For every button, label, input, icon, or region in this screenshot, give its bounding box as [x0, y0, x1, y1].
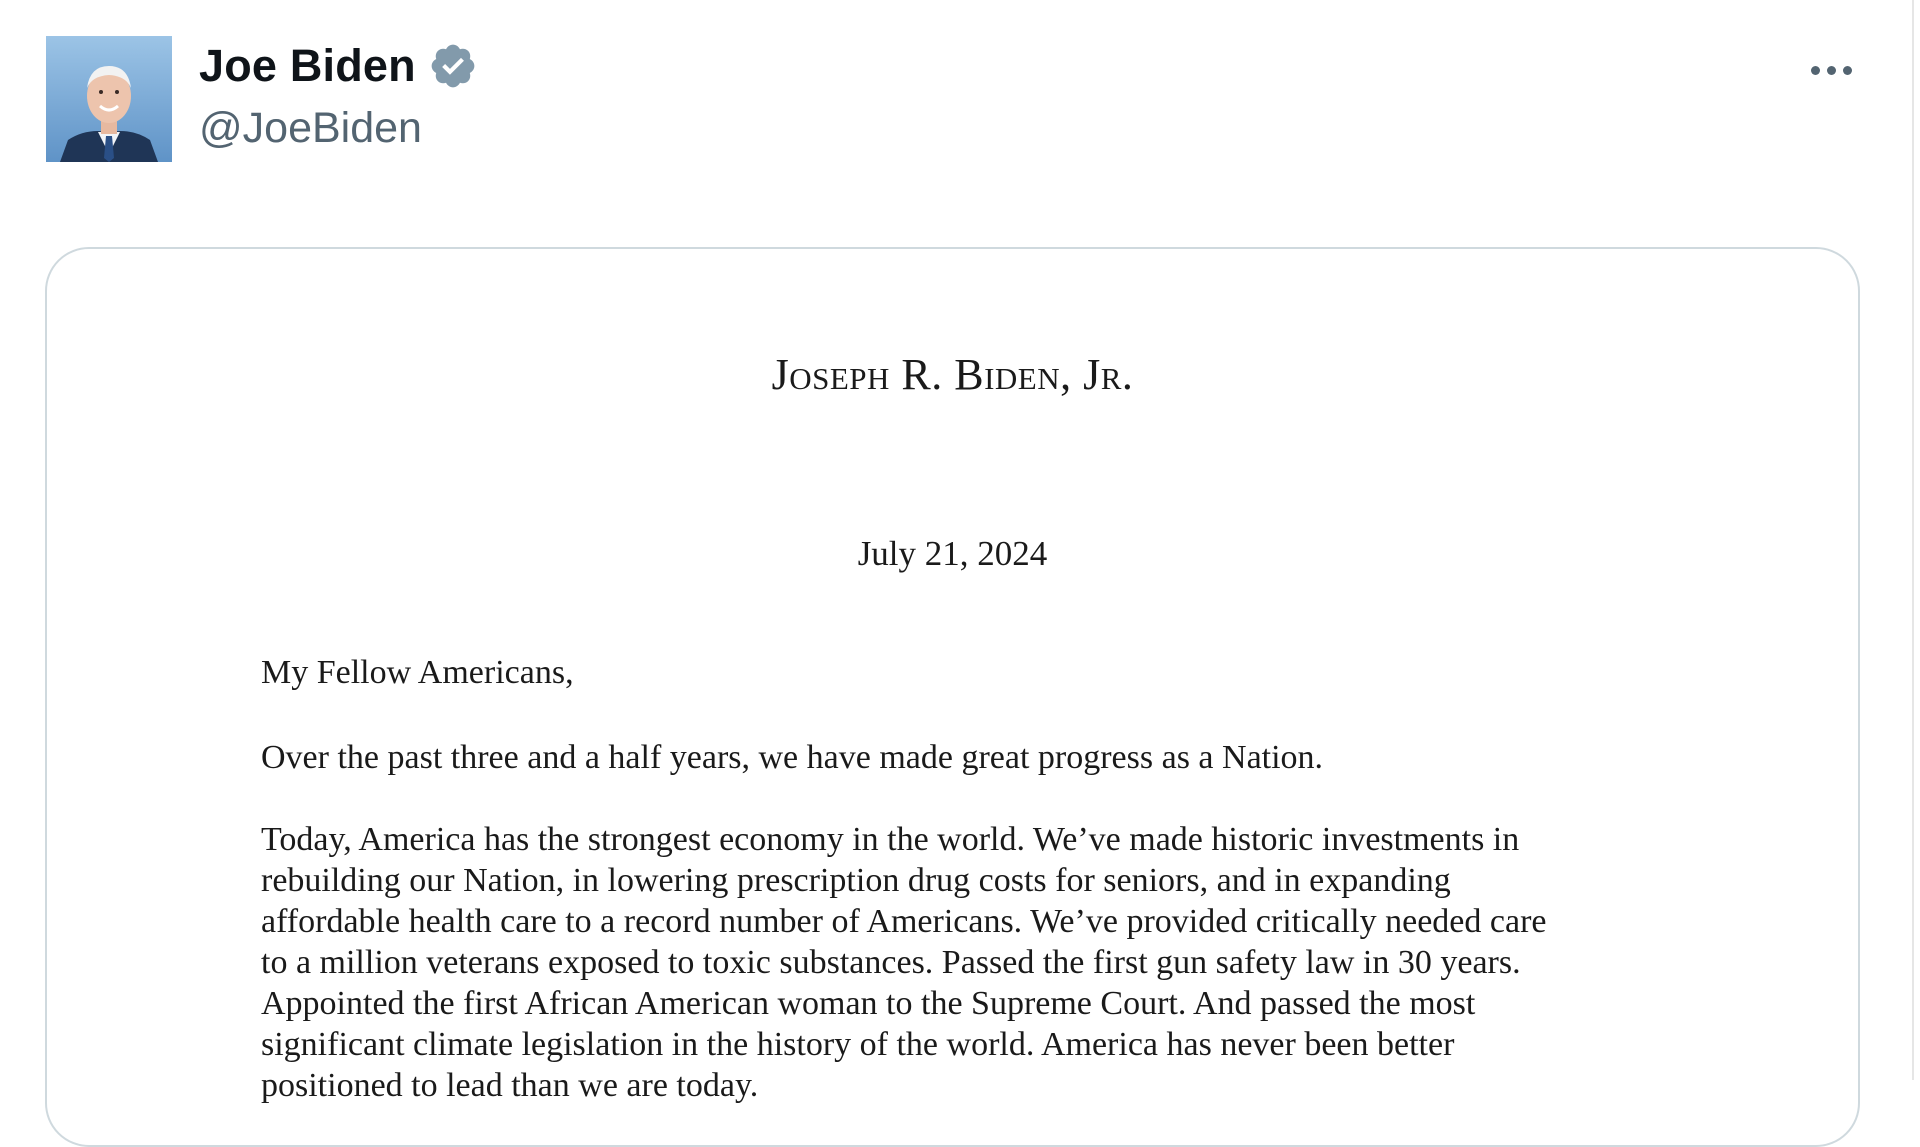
letter-line: Over the past three and a half years, we have made great progress as a Nation.	[261, 739, 1324, 776]
letter-line: positioned to lead than we are today.	[261, 1067, 759, 1104]
verified-badge-icon[interactable]	[428, 41, 478, 91]
letter-paragraph	[261, 737, 1681, 778]
more-options-button[interactable]	[1800, 48, 1862, 92]
more-horizontal-icon	[1811, 66, 1820, 75]
more-horizontal-icon-dot	[1843, 66, 1852, 75]
letter-line: to a million veterans exposed to toxic substances. Passed the first gun safety law in 30 years.	[261, 944, 1521, 981]
letter-line: Today, America has the strongest economy in the world. We’ve made historic investments in	[261, 821, 1520, 858]
letter-line: rebuilding our Nation, in lowering prescription drug costs for seniors, and in expanding	[261, 862, 1451, 899]
letter-line: Appointed the first African American woman to the Supreme Court. And passed the most	[261, 985, 1476, 1022]
letter-paragraph	[261, 819, 1681, 1106]
letter-image	[47, 249, 1858, 1145]
more-horizontal-icon-dot	[1827, 66, 1836, 75]
letterhead: Joseph R. Biden, Jr.	[771, 350, 1134, 399]
letter-line: affordable health care to a record number of Americans. We’ve provided critically needed care	[261, 903, 1547, 940]
author-handle[interactable]: @JoeBiden	[199, 104, 422, 152]
avatar-image	[46, 36, 172, 162]
letter-line: significant climate legislation in the history of the world. America has never been better	[261, 1026, 1455, 1063]
letter-date: July 21, 2024	[857, 534, 1048, 573]
avatar[interactable]	[46, 36, 172, 162]
scrollbar-track[interactable]	[1912, 0, 1914, 1080]
letter-salutation: My Fellow Americans,	[261, 654, 574, 691]
author-name-row[interactable]	[199, 36, 478, 96]
post-media-card[interactable]	[45, 247, 1860, 1147]
author-display-name[interactable]: Joe Biden	[199, 40, 416, 91]
